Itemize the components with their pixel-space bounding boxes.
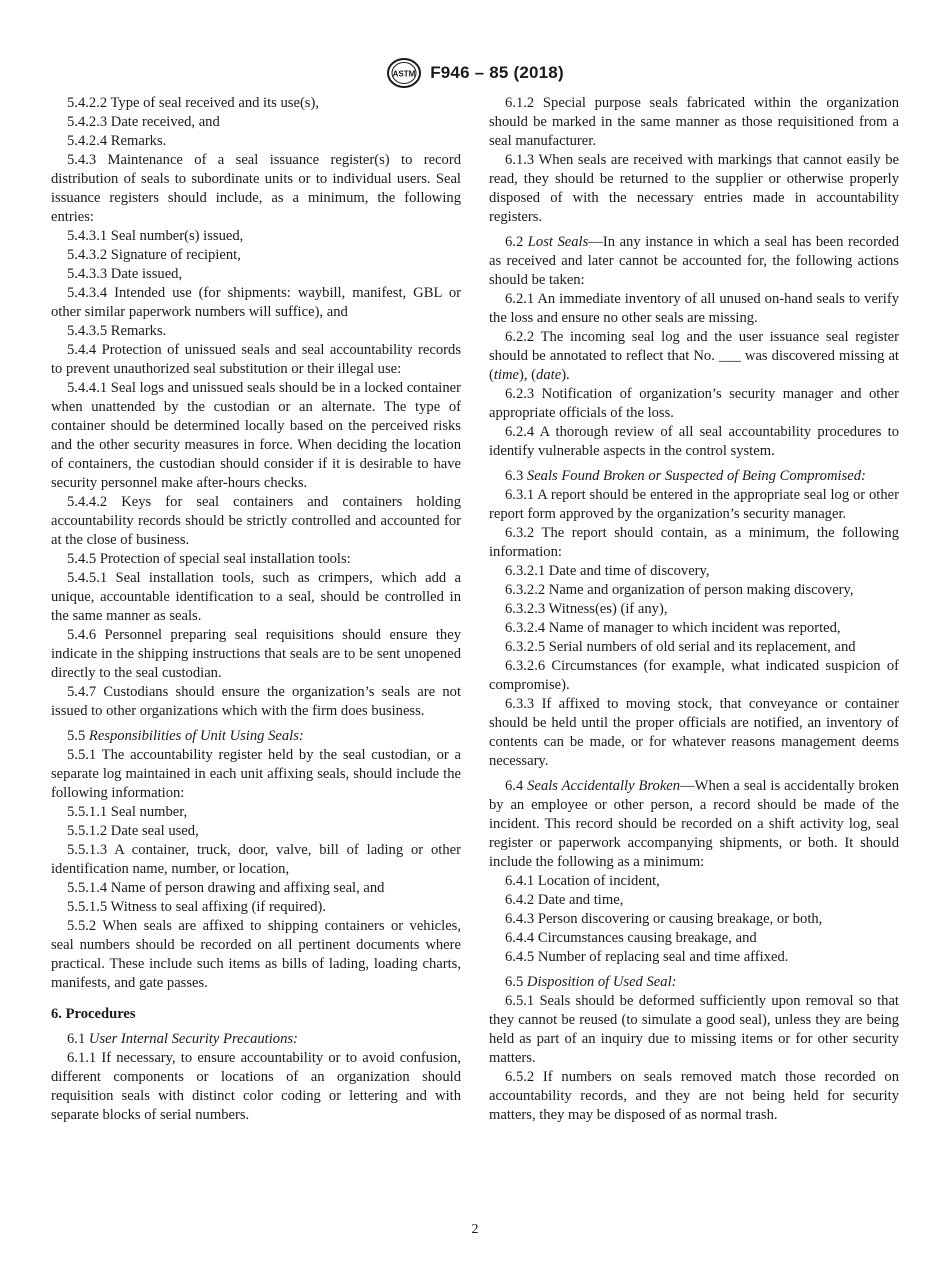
paragraph: 5.4.2.4 Remarks.: [67, 133, 167, 149]
paragraph: 5.4.2.3 Date received, and: [67, 114, 220, 130]
paragraph: 6.2.1 An immediate inventory of all unused on-hand seals to verify the loss and ensure no other seals are missing.: [489, 291, 899, 326]
paragraph: 5.5.1.1 Seal number,: [67, 804, 188, 820]
paragraph: 6.4.3 Person discovering or causing breakage, or both,: [505, 911, 823, 927]
paragraph: 6.3.3 If affixed to moving stock, that conveyance or container should be held until the proper officials are notified, an inventory of contents can be made, or for whatever reasons management deems necessary.: [489, 696, 899, 769]
subsection-heading: 6.3 Seals Found Broken or Suspected of Being Compromised:: [505, 468, 866, 484]
page-number: 2: [471, 1222, 479, 1237]
subsection-heading: 6.5 Disposition of Used Seal:: [505, 974, 677, 990]
paragraph: 6.2 Lost Seals—In any instance in which a seal has been recorded as received and later cannot be accounted for, the following actions should be taken:: [489, 234, 899, 288]
paragraph: 5.4.3.4 Intended use (for shipments: waybill, manifest, GBL or other similar paperwork numbers will suffice), and: [51, 285, 461, 320]
paragraph: 5.5.1.2 Date seal used,: [67, 823, 199, 839]
paragraph: 5.4.4 Protection of unissued seals and seal accountability records to prevent unauthorized seal substitution or their illegal use:: [51, 342, 461, 377]
paragraph: 6.3.2.4 Name of manager to which incident was reported,: [505, 620, 841, 636]
paragraph: 5.4.3.2 Signature of recipient,: [67, 247, 241, 263]
paragraph: 6.1.3 When seals are received with markings that cannot easily be read, they should be returned to the supplier or otherwise properly disposed of with the necessary entries made in accountability registers.: [489, 152, 899, 225]
paragraph: 5.5.1 The accountability register held by the seal custodian, or a separate log maintained in each unit affixing seals, should include the following information:: [51, 747, 461, 801]
right-column: [489, 94, 899, 1125]
section-heading: 6. Procedures: [51, 1006, 136, 1022]
paragraph: 5.4.5 Protection of special seal installation tools:: [67, 551, 351, 567]
paragraph: 6.4.2 Date and time,: [505, 892, 624, 908]
paragraph: 6.3.1 A report should be entered in the appropriate seal log or other report form approved by the organization’s security manager.: [489, 487, 899, 522]
paragraph: 6.3.2.6 Circumstances (for example, what indicated suspicion of compromise).: [489, 658, 899, 693]
subsection-heading: 5.5 Responsibilities of Unit Using Seals:: [67, 728, 304, 744]
paragraph: 5.5.1.3 A container, truck, door, valve, bill of lading or other identification name, number, or location,: [51, 842, 461, 877]
paragraph: 5.4.3.5 Remarks.: [67, 323, 167, 339]
paragraph: 6.2.2 The incoming seal log and the user issuance seal register should be annotated to reflect that No. ___ was discovered missing at (time), (date).: [489, 329, 899, 383]
page-header: [0, 57, 950, 94]
paragraph: 6.5.2 If numbers on seals removed match those recorded on accountability records, and they are not being held for security matters, they may be disposed of as normal trash.: [489, 1069, 899, 1123]
paragraph: 6.3.2 The report should contain, as a minimum, the following information:: [489, 525, 899, 560]
paragraph: 5.4.3.3 Date issued,: [67, 266, 183, 282]
subsection-heading: 6.1 User Internal Security Precautions:: [67, 1031, 298, 1047]
paragraph: 6.4 Seals Accidentally Broken—When a seal is accidentally broken by an employee or other person, a record should be made of the incident. This record should be recorded on a shift activity log, seal register or paperwork accompanying shipments, or both. It should include the following as a minimum:: [489, 778, 899, 870]
paragraph: 5.5.2 When seals are affixed to shipping containers or vehicles, seal numbers should be recorded on all pertinent documents where practical. These include such items as bills of lading, loading charts, manifests, and gate passes.: [51, 918, 461, 991]
paragraph: 5.4.3 Maintenance of a seal issuance register(s) to record distribution of seals to subordinate units or to individual users. Seal issuance registers should include, as a minimum, the following entries:: [51, 152, 461, 225]
paragraph: 5.4.5.1 Seal installation tools, such as crimpers, which add a unique, accountable identification to a seal, should be controlled in the same manner as seals.: [51, 570, 461, 624]
astm-logo-icon: [386, 57, 422, 89]
paragraph: 5.4.4.1 Seal logs and unissued seals should be in a locked container when unattended by the custodian or an alternate. The type of container should be determined locally based on the perceived risks and the other security measures in force. When deciding the location of containers, the custodian should consider if it is desirable to have security personnel make after-hours checks.: [51, 380, 461, 491]
paragraph: 6.4.5 Number of replacing seal and time affixed.: [505, 949, 789, 965]
paragraph: 6.2.4 A thorough review of all seal accountability procedures to identify vulnerable aspects in the control system.: [489, 424, 899, 459]
svg-text:ASTM: ASTM: [392, 69, 416, 79]
paragraph: 6.1.1 If necessary, to ensure accountability or to avoid confusion, different components or locations of an organization should requisition seals with distinct color coding or lettering and with separate blocks of serial numbers.: [51, 1050, 461, 1123]
paragraph: 6.1.2 Special purpose seals fabricated within the organization should be marked in the same manner as those requisitioned from a seal manufacturer.: [489, 95, 899, 149]
paragraph: 6.3.2.1 Date and time of discovery,: [505, 563, 710, 579]
paragraph: 6.4.4 Circumstances causing breakage, and: [505, 930, 757, 946]
paragraph: 5.5.1.4 Name of person drawing and affixing seal, and: [67, 880, 385, 896]
paragraph: 5.4.2.2 Type of seal received and its use(s),: [67, 95, 319, 111]
paragraph: 5.4.7 Custodians should ensure the organization’s seals are not issued to other organizations which with the firm does business.: [51, 684, 461, 719]
paragraph: 6.3.2.3 Witness(es) (if any),: [505, 601, 668, 617]
paragraph: 6.3.2.2 Name and organization of person making discovery,: [505, 582, 854, 598]
paragraph: 6.2.3 Notification of organization’s security manager and other appropriate officials of the loss.: [489, 386, 899, 421]
paragraph: 5.4.3.1 Seal number(s) issued,: [67, 228, 244, 244]
paragraph: 6.3.2.5 Serial numbers of old serial and its replacement, and: [505, 639, 856, 655]
standard-designation: F946 – 85 (2018): [430, 63, 564, 82]
paragraph: 6.4.1 Location of incident,: [505, 873, 660, 889]
paragraph: 5.5.1.5 Witness to seal affixing (if required).: [67, 899, 327, 915]
paragraph: 5.4.4.2 Keys for seal containers and containers holding accountability records should be strictly controlled and accounted for at the close of business.: [51, 494, 461, 548]
paragraph: 5.4.6 Personnel preparing seal requisitions should ensure they indicate in the shipping instructions that seals are to be sent unopened directly to the seal custodian.: [51, 627, 461, 681]
left-column: [51, 94, 461, 1125]
paragraph: 6.5.1 Seals should be deformed sufficiently upon removal so that they cannot be reused (to simulate a good seal), unless they are being held as part of an inquiry due to missing items or for other security matters.: [489, 993, 899, 1066]
